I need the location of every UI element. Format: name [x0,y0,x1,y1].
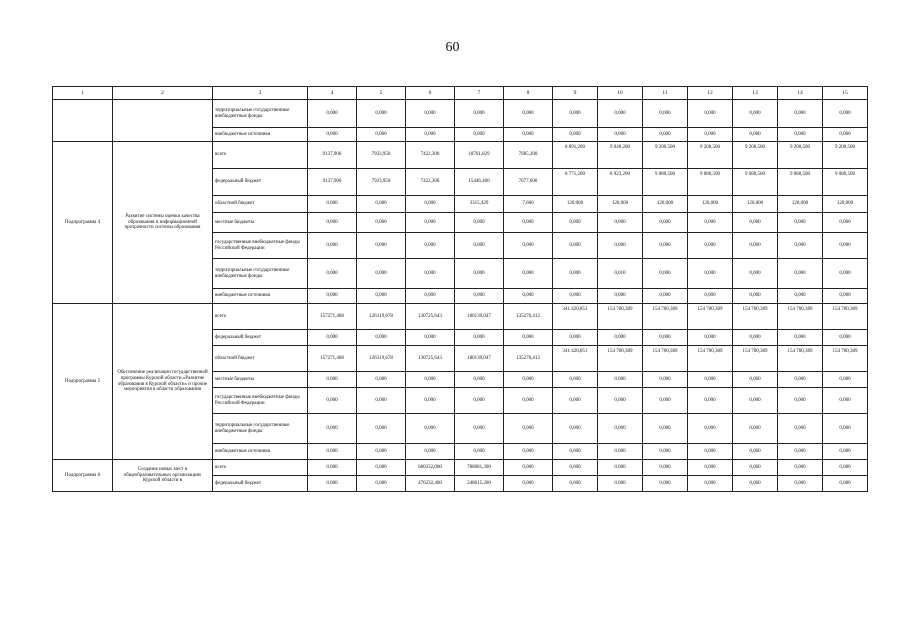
value-cell: 0,000 [308,100,357,128]
value-cell: 0,000 [455,128,504,142]
value-cell: 0,000 [778,372,823,388]
value-cell: 0,000 [823,388,868,414]
value-cell: 0,000 [643,128,688,142]
value-cell: 154 700,389 [598,304,643,330]
column-header: 15 [823,87,868,100]
funding-source: областной бюджет [213,196,308,213]
value-cell: 0,000 [504,444,553,460]
value-cell: 0,000 [406,444,455,460]
value-cell: 120,000 [823,196,868,213]
value-cell: 0,000 [455,388,504,414]
value-cell: 0,000 [553,289,598,304]
value-cell: 9137,900 [308,142,357,169]
value-cell: 0,000 [504,460,553,476]
value-cell: 154 700,389 [598,346,643,372]
value-cell: 0,000 [357,414,406,444]
funding-source: внебюджетные источники [213,289,308,304]
value-cell: 120,000 [778,196,823,213]
value-cell: 0,000 [455,414,504,444]
value-cell: 9 200,500 [823,142,868,169]
value-cell: 0,000 [504,388,553,414]
value-cell: 0,000 [643,444,688,460]
value-cell: 0,000 [598,476,643,492]
value-cell: 0,000 [455,259,504,289]
value-cell: 0,000 [357,213,406,233]
column-header: 11 [643,87,688,100]
value-cell: 0,000 [643,414,688,444]
value-cell: 0,000 [733,100,778,128]
value-cell: 157271,468 [308,346,357,372]
value-cell: 0,000 [688,388,733,414]
value-cell: 0,000 [308,476,357,492]
column-header: 5 [357,87,406,100]
value-cell: 0,000 [778,100,823,128]
page-number: 60 [445,40,460,55]
value-cell: 0,000 [733,330,778,346]
value-cell: 0,000 [553,100,598,128]
funding-source: федеральный бюджет [213,330,308,346]
value-cell: 0,000 [357,444,406,460]
value-cell: 0,000 [823,444,868,460]
value-cell: 0,000 [778,233,823,259]
funding-source: территориальные государственные внебюджетные фонды [213,259,308,289]
value-cell: 0,000 [688,460,733,476]
value-cell: 8 923,200 [598,169,643,196]
value-cell: 0,000 [643,372,688,388]
value-cell: 0,000 [733,213,778,233]
value-cell: 0,000 [823,100,868,128]
value-cell: 8 771,200 [553,169,598,196]
value-cell: 0,000 [688,259,733,289]
value-cell: 0,000 [733,388,778,414]
subprogram-label: Подпрограмма 5 [53,304,113,460]
value-cell: 0,000 [643,330,688,346]
value-cell: 0,000 [357,289,406,304]
value-cell: 0,000 [823,330,868,346]
value-cell: 154 700,389 [733,346,778,372]
column-header: 10 [598,87,643,100]
value-cell: 0,000 [308,460,357,476]
value-cell: 0,000 [643,388,688,414]
value-cell: 8 891,200 [553,142,598,169]
column-header: 9 [553,87,598,100]
value-cell: 0,000 [688,372,733,388]
value-cell: 154 700,389 [733,304,778,330]
value-cell: 9 080,500 [823,169,868,196]
value-cell: 0,000 [504,100,553,128]
value-cell: 0,000 [643,213,688,233]
subprogram-name: Развитие системы оценки качества образования и информационной прозрачности системы образования [113,142,213,304]
value-cell: 0,000 [733,444,778,460]
value-cell: 0,000 [308,196,357,213]
value-cell: 0,000 [688,128,733,142]
value-cell: 157271,468 [308,304,357,330]
value-cell: 0,000 [553,388,598,414]
value-cell: 788081,300 [455,460,504,476]
value-cell: 0,000 [823,259,868,289]
value-cell: 0,000 [357,233,406,259]
value-cell: 154 700,389 [643,346,688,372]
value-cell: 9 200,500 [733,142,778,169]
subprogram-name: Обеспечение реализации государственной программы Курской области «Развитие образования в Курской области» и прочие мероприятия в области образования [113,304,213,460]
value-cell: 3315,429 [455,196,504,213]
value-cell: 0,000 [778,460,823,476]
funding-source: территориальные государственные внебюджетные фонды [213,414,308,444]
value-cell: 0,000 [455,444,504,460]
value-cell: 0,000 [553,414,598,444]
value-cell: 0,000 [688,476,733,492]
value-cell: 0,000 [406,414,455,444]
value-cell: 0,000 [688,330,733,346]
value-cell: 0,000 [406,388,455,414]
value-cell: 0,000 [733,460,778,476]
value-cell: 0,000 [643,100,688,128]
column-header: 4 [308,87,357,100]
value-cell: 0,000 [308,444,357,460]
value-cell: 0,000 [308,388,357,414]
value-cell: 0,000 [406,213,455,233]
value-cell: 0,000 [733,128,778,142]
value-cell: 0,000 [778,476,823,492]
value-cell: 0,000 [688,289,733,304]
value-cell: 0,000 [308,330,357,346]
value-cell: 126319,678 [357,304,406,330]
value-cell: 0,000 [455,100,504,128]
empty-name-cell [113,100,213,142]
value-cell: 0,000 [643,259,688,289]
value-cell: 0,000 [308,414,357,444]
value-cell: 0,000 [598,100,643,128]
value-cell: 0,000 [553,372,598,388]
value-cell: 0,000 [823,460,868,476]
funding-source: всего [213,142,308,169]
value-cell: 0,000 [598,388,643,414]
value-cell: 0,000 [643,476,688,492]
value-cell: 0,000 [823,372,868,388]
table-row [53,142,868,169]
value-cell: 7,600 [504,196,553,213]
value-cell: 154 700,389 [643,304,688,330]
funding-source: местные бюджеты [213,372,308,388]
value-cell: 0,000 [598,128,643,142]
empty-program-cell [53,100,113,142]
table-row [53,304,868,330]
value-cell: 0,000 [308,128,357,142]
value-cell: 680332,000 [406,460,455,476]
funding-source: внебюджетные источники [213,128,308,142]
funding-source: местные бюджеты [213,213,308,233]
value-cell: 0,000 [688,213,733,233]
value-cell: 7677,600 [504,169,553,196]
value-cell: 0,000 [504,476,553,492]
column-header: 1 [53,87,113,100]
column-header: 6 [406,87,455,100]
value-cell: 180139,047 [455,346,504,372]
value-cell: 0,000 [455,330,504,346]
value-cell: 248615,200 [455,476,504,492]
value-cell: 135276,412 [504,346,553,372]
funding-source: внебюджетные источники [213,444,308,460]
value-cell: 0,000 [357,128,406,142]
value-cell: 0,000 [598,233,643,259]
value-cell: 476232,400 [406,476,455,492]
value-cell: 0,000 [688,444,733,460]
value-cell: 0,000 [733,233,778,259]
value-cell: 0,000 [357,388,406,414]
column-header: 3 [213,87,308,100]
value-cell: 0,000 [733,259,778,289]
value-cell: 0,000 [553,444,598,460]
value-cell: 0,000 [643,460,688,476]
value-cell: 0,000 [778,289,823,304]
value-cell: 0,000 [688,100,733,128]
value-cell: 120,000 [553,196,598,213]
value-cell: 120,000 [688,196,733,213]
value-cell: 0,000 [553,330,598,346]
column-header: 2 [113,87,213,100]
value-cell: 0,000 [504,213,553,233]
value-cell: 9 080,500 [643,169,688,196]
table-body [53,100,868,492]
value-cell: 0,000 [406,100,455,128]
value-cell: 9 080,500 [778,169,823,196]
value-cell: 0,000 [643,289,688,304]
value-cell: 0,000 [823,233,868,259]
subprogram-name: Создание новых мест в общеобразовательных организациях Курской области в [113,460,213,492]
value-cell: 0,000 [406,128,455,142]
table-header [53,87,868,100]
value-cell: 0,000 [308,372,357,388]
value-cell: 0,000 [504,233,553,259]
value-cell: 7422,300 [406,169,455,196]
value-cell: 18761,829 [455,142,504,169]
value-cell: 0,000 [357,372,406,388]
value-cell: 0,000 [778,388,823,414]
value-cell: 154 700,389 [823,304,868,330]
value-cell: 0,000 [504,128,553,142]
value-cell: 7685,200 [504,142,553,169]
value-cell: 0,000 [553,460,598,476]
value-cell: 7933,950 [357,169,406,196]
funding-source: государственные внебюджетные фонды Российской Федерации [213,233,308,259]
value-cell: 0,000 [357,100,406,128]
funding-source: федеральный бюджет [213,169,308,196]
value-cell: 0,000 [823,213,868,233]
funding-source: территориальные государственные внебюджетные фонды [213,100,308,128]
value-cell: 0,000 [357,330,406,346]
value-cell: 0,000 [778,414,823,444]
funding-source: всего [213,304,308,330]
subprogram-label: Подпрограмма 4 [53,142,113,304]
value-cell: 0,000 [504,330,553,346]
value-cell: 0,000 [598,414,643,444]
value-cell: 0,000 [733,372,778,388]
value-cell: 9 080,500 [688,169,733,196]
funding-source: государственные внебюджетные фонды Российской Федерации [213,388,308,414]
value-cell: 0,000 [823,128,868,142]
value-cell: 341 420,851 [553,346,598,372]
value-cell: 0,000 [455,372,504,388]
value-cell: 0,000 [406,233,455,259]
column-header: 13 [733,87,778,100]
value-cell: 9 200,500 [643,142,688,169]
value-cell: 154 700,389 [688,304,733,330]
funding-source: областной бюджет [213,346,308,372]
value-cell: 7422,300 [406,142,455,169]
value-cell: 0,000 [778,259,823,289]
value-cell: 0,010 [598,259,643,289]
value-cell: 0,000 [778,330,823,346]
value-cell: 9 200,500 [778,142,823,169]
value-cell: 154 700,389 [823,346,868,372]
value-cell: 0,000 [823,289,868,304]
column-header: 7 [455,87,504,100]
value-cell: 0,000 [455,213,504,233]
value-cell: 0,000 [504,414,553,444]
value-cell: 120,000 [643,196,688,213]
column-header: 12 [688,87,733,100]
value-cell: 154 700,389 [778,346,823,372]
value-cell: 0,000 [504,289,553,304]
value-cell: 0,000 [406,289,455,304]
value-cell: 0,000 [308,289,357,304]
value-cell: 126319,678 [357,346,406,372]
value-cell: 0,000 [553,476,598,492]
table-row [53,460,868,476]
value-cell: 0,000 [357,196,406,213]
value-cell: 0,000 [357,259,406,289]
value-cell: 341 420,851 [553,304,598,330]
value-cell: 0,000 [553,128,598,142]
value-cell: 0,000 [357,460,406,476]
value-cell: 0,000 [406,372,455,388]
budget-table [52,86,868,492]
subprogram-label: Подпрограмма 6 [53,460,113,492]
value-cell: 0,000 [406,330,455,346]
value-cell: 154 700,389 [778,304,823,330]
table-row [53,100,868,128]
column-header: 8 [504,87,553,100]
funding-source: федеральный бюджет [213,476,308,492]
value-cell: 0,000 [553,233,598,259]
funding-source: всего [213,460,308,476]
value-cell: 120,000 [733,196,778,213]
value-cell: 7933,950 [357,142,406,169]
value-cell: 120,000 [598,196,643,213]
value-cell: 0,000 [733,414,778,444]
value-cell: 0,000 [553,213,598,233]
value-cell: 9 200,500 [688,142,733,169]
value-cell: 0,000 [553,259,598,289]
value-cell: 0,000 [598,460,643,476]
value-cell: 0,000 [598,330,643,346]
value-cell: 0,000 [357,476,406,492]
value-cell: 0,000 [688,233,733,259]
value-cell: 135276,412 [504,304,553,330]
value-cell: 0,000 [598,289,643,304]
value-cell: 0,000 [455,233,504,259]
column-header: 14 [778,87,823,100]
value-cell: 9 080,500 [733,169,778,196]
value-cell: 0,000 [406,196,455,213]
value-cell: 0,000 [823,476,868,492]
value-cell: 15446,400 [455,169,504,196]
value-cell: 0,000 [308,213,357,233]
value-cell: 0,000 [598,213,643,233]
value-cell: 0,000 [688,414,733,444]
value-cell: 0,000 [308,259,357,289]
value-cell: 0,000 [643,233,688,259]
value-cell: 180139,047 [455,304,504,330]
value-cell: 0,000 [778,128,823,142]
value-cell: 0,000 [733,289,778,304]
value-cell: 0,000 [504,259,553,289]
value-cell: 130725,643 [406,304,455,330]
value-cell: 0,000 [778,213,823,233]
value-cell: 0,000 [308,233,357,259]
value-cell: 0,000 [598,372,643,388]
value-cell: 9 040,200 [598,142,643,169]
value-cell: 0,000 [504,372,553,388]
value-cell: 0,000 [406,259,455,289]
value-cell: 154 700,389 [688,346,733,372]
value-cell: 130725,643 [406,346,455,372]
value-cell: 9137,900 [308,169,357,196]
value-cell: 0,000 [598,444,643,460]
value-cell: 0,000 [823,414,868,444]
value-cell: 0,000 [733,476,778,492]
value-cell: 0,000 [455,289,504,304]
value-cell: 0,000 [778,444,823,460]
